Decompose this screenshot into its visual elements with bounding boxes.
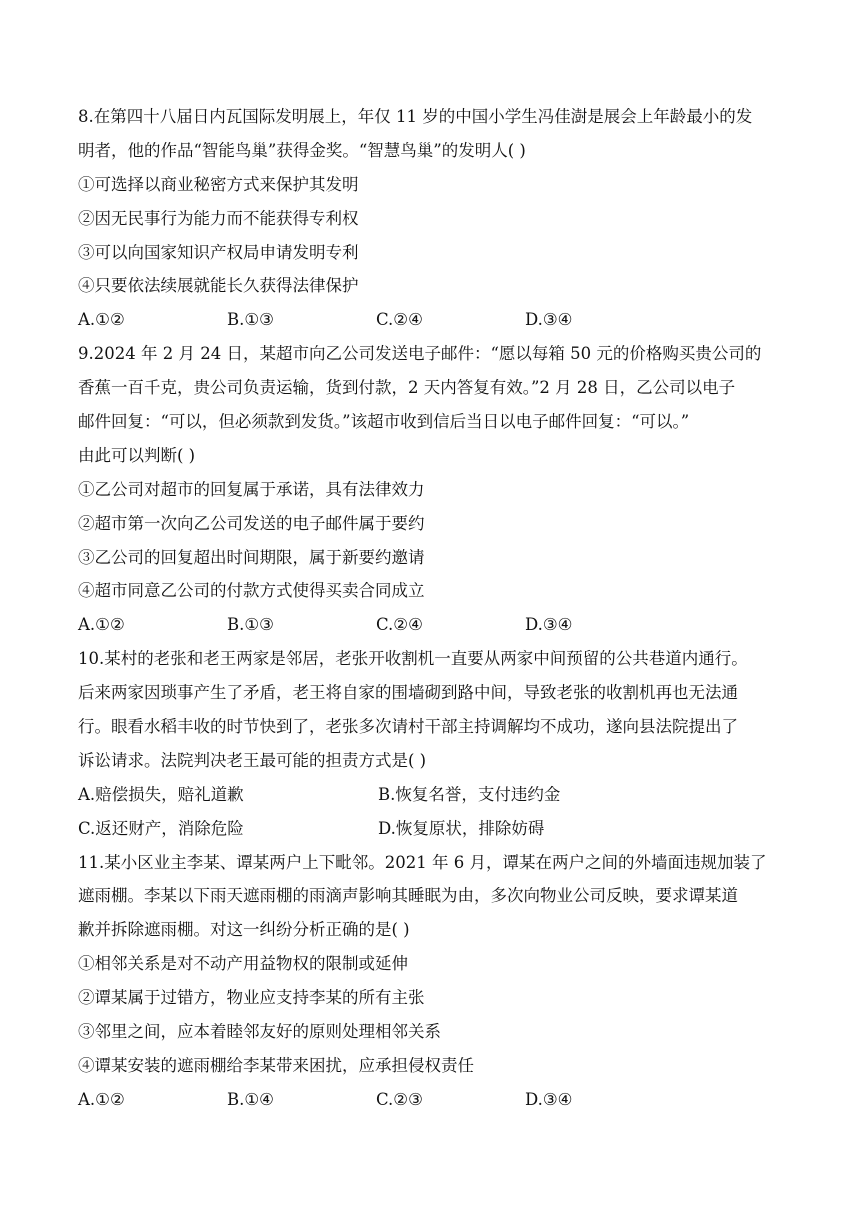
choice-b: B.①③ xyxy=(227,615,274,635)
choice-d: D.③④ xyxy=(525,310,573,330)
choice-d: D.③④ xyxy=(525,1089,573,1109)
question-stem: 8.在第四十八届日内瓦国际发明展上，年仅 11 岁的中国小学生冯佳澍是展会上年龄最小的发 xyxy=(78,107,753,126)
statement-item: ①乙公司对超市的回复属于承诺，具有法律效力 xyxy=(78,479,425,499)
question-stem: 明者，他的作品“智能鸟巢”获得金奖。“智慧鸟巢”的发明人( ) xyxy=(78,140,526,160)
choice-c: C.返还财产，消除危险 xyxy=(78,818,244,838)
question-11 xyxy=(78,846,786,1117)
question-stem: 遮雨棚。李某以下雨天遮雨棚的雨滴声影响其睡眠为由，多次向物业公司反映，要求谭某道 xyxy=(78,886,738,906)
answer-choices-row-2 xyxy=(78,812,786,846)
question-stem: 诉讼请求。法院判决老王最可能的担责方式是( ) xyxy=(78,750,427,770)
question-stem: 行。眼看水稻丰收的时节快到了，老张多次请村干部主持调解均不成功，遂向县法院提出了 xyxy=(78,717,738,737)
answer-choices xyxy=(78,303,786,337)
question-9 xyxy=(78,337,786,642)
statement-item: ②谭某属于过错方，物业应支持李某的所有主张 xyxy=(78,988,425,1008)
choice-d: D.恢复原状，排除妨碍 xyxy=(378,818,545,838)
statement-item: ②超市第一次向乙公司发送的电子邮件属于要约 xyxy=(78,513,425,533)
answer-choices xyxy=(78,1083,786,1117)
question-8 xyxy=(78,100,786,337)
question-stem: 歉并拆除遮雨棚。对这一纠纷分析正确的是( ) xyxy=(78,920,410,940)
statement-item: ②因无民事行为能力而不能获得专利权 xyxy=(78,208,359,228)
choice-b: B.①③ xyxy=(227,310,274,330)
question-stem: 香蕉一百千克，贵公司负责运输，货到付款，2 天内答复有效。”2 月 28 日，乙公司以电子 xyxy=(78,378,736,398)
choice-a: A.赔偿损失，赔礼道歉 xyxy=(78,784,244,804)
question-stem: 10.某村的老张和老王两家是邻居，老张开收割机一直要从两家中间预留的公共巷道内通行。 xyxy=(78,649,748,669)
answer-choices xyxy=(78,608,786,642)
statement-item: ④谭某安装的遮雨棚给李某带来困扰，应承担侵权责任 xyxy=(78,1055,474,1075)
choice-c: C.②④ xyxy=(376,310,423,330)
statement-item: ④只要依法续展就能长久获得法律保护 xyxy=(78,276,359,296)
choice-b: B.①④ xyxy=(227,1089,274,1109)
statement-item: ③乙公司的回复超出时间期限，属于新要约邀请 xyxy=(78,547,425,567)
choice-a: A.①② xyxy=(78,1089,125,1109)
question-stem: 9.2024 年 2 月 24 日，某超市向乙公司发送电子邮件：“愿以每箱 50 元的价格购买贵公司的 xyxy=(78,344,762,364)
statement-item: ④超市同意乙公司的付款方式使得买卖合同成立 xyxy=(78,581,425,601)
exam-page xyxy=(78,100,786,1117)
question-stem: 邮件回复：“可以，但必须款到发货。”该超市收到信后当日以电子邮件回复：“可以。” xyxy=(78,412,690,432)
statement-item: ③邻里之间，应本着睦邻友好的原则处理相邻关系 xyxy=(78,1022,441,1042)
choice-c: C.②③ xyxy=(376,1089,423,1109)
choice-d: D.③④ xyxy=(525,615,573,635)
choice-c: C.②④ xyxy=(376,615,423,635)
choice-b: B.恢复名誉，支付违约金 xyxy=(378,784,561,804)
statement-item: ③可以向国家知识产权局申请发明专利 xyxy=(78,242,359,262)
choice-a: A.①② xyxy=(78,310,125,330)
choice-a: A.①② xyxy=(78,615,125,635)
question-stem: 后来两家因琐事产生了矛盾，老王将自家的围墙砌到路中间，导致老张的收割机再也无法通 xyxy=(78,683,738,703)
statement-item: ①相邻关系是对不动产用益物权的限制或延伸 xyxy=(78,954,408,974)
statement-item: ①可选择以商业秘密方式来保护其发明 xyxy=(78,174,359,194)
question-stem: 11.某小区业主李某、谭某两户上下毗邻。2021 年 6 月，谭某在两户之间的外墙面违规加装了 xyxy=(78,852,767,872)
question-stem: 由此可以判断( ) xyxy=(78,445,196,465)
answer-choices-row-1 xyxy=(78,778,786,812)
question-10 xyxy=(78,642,786,845)
